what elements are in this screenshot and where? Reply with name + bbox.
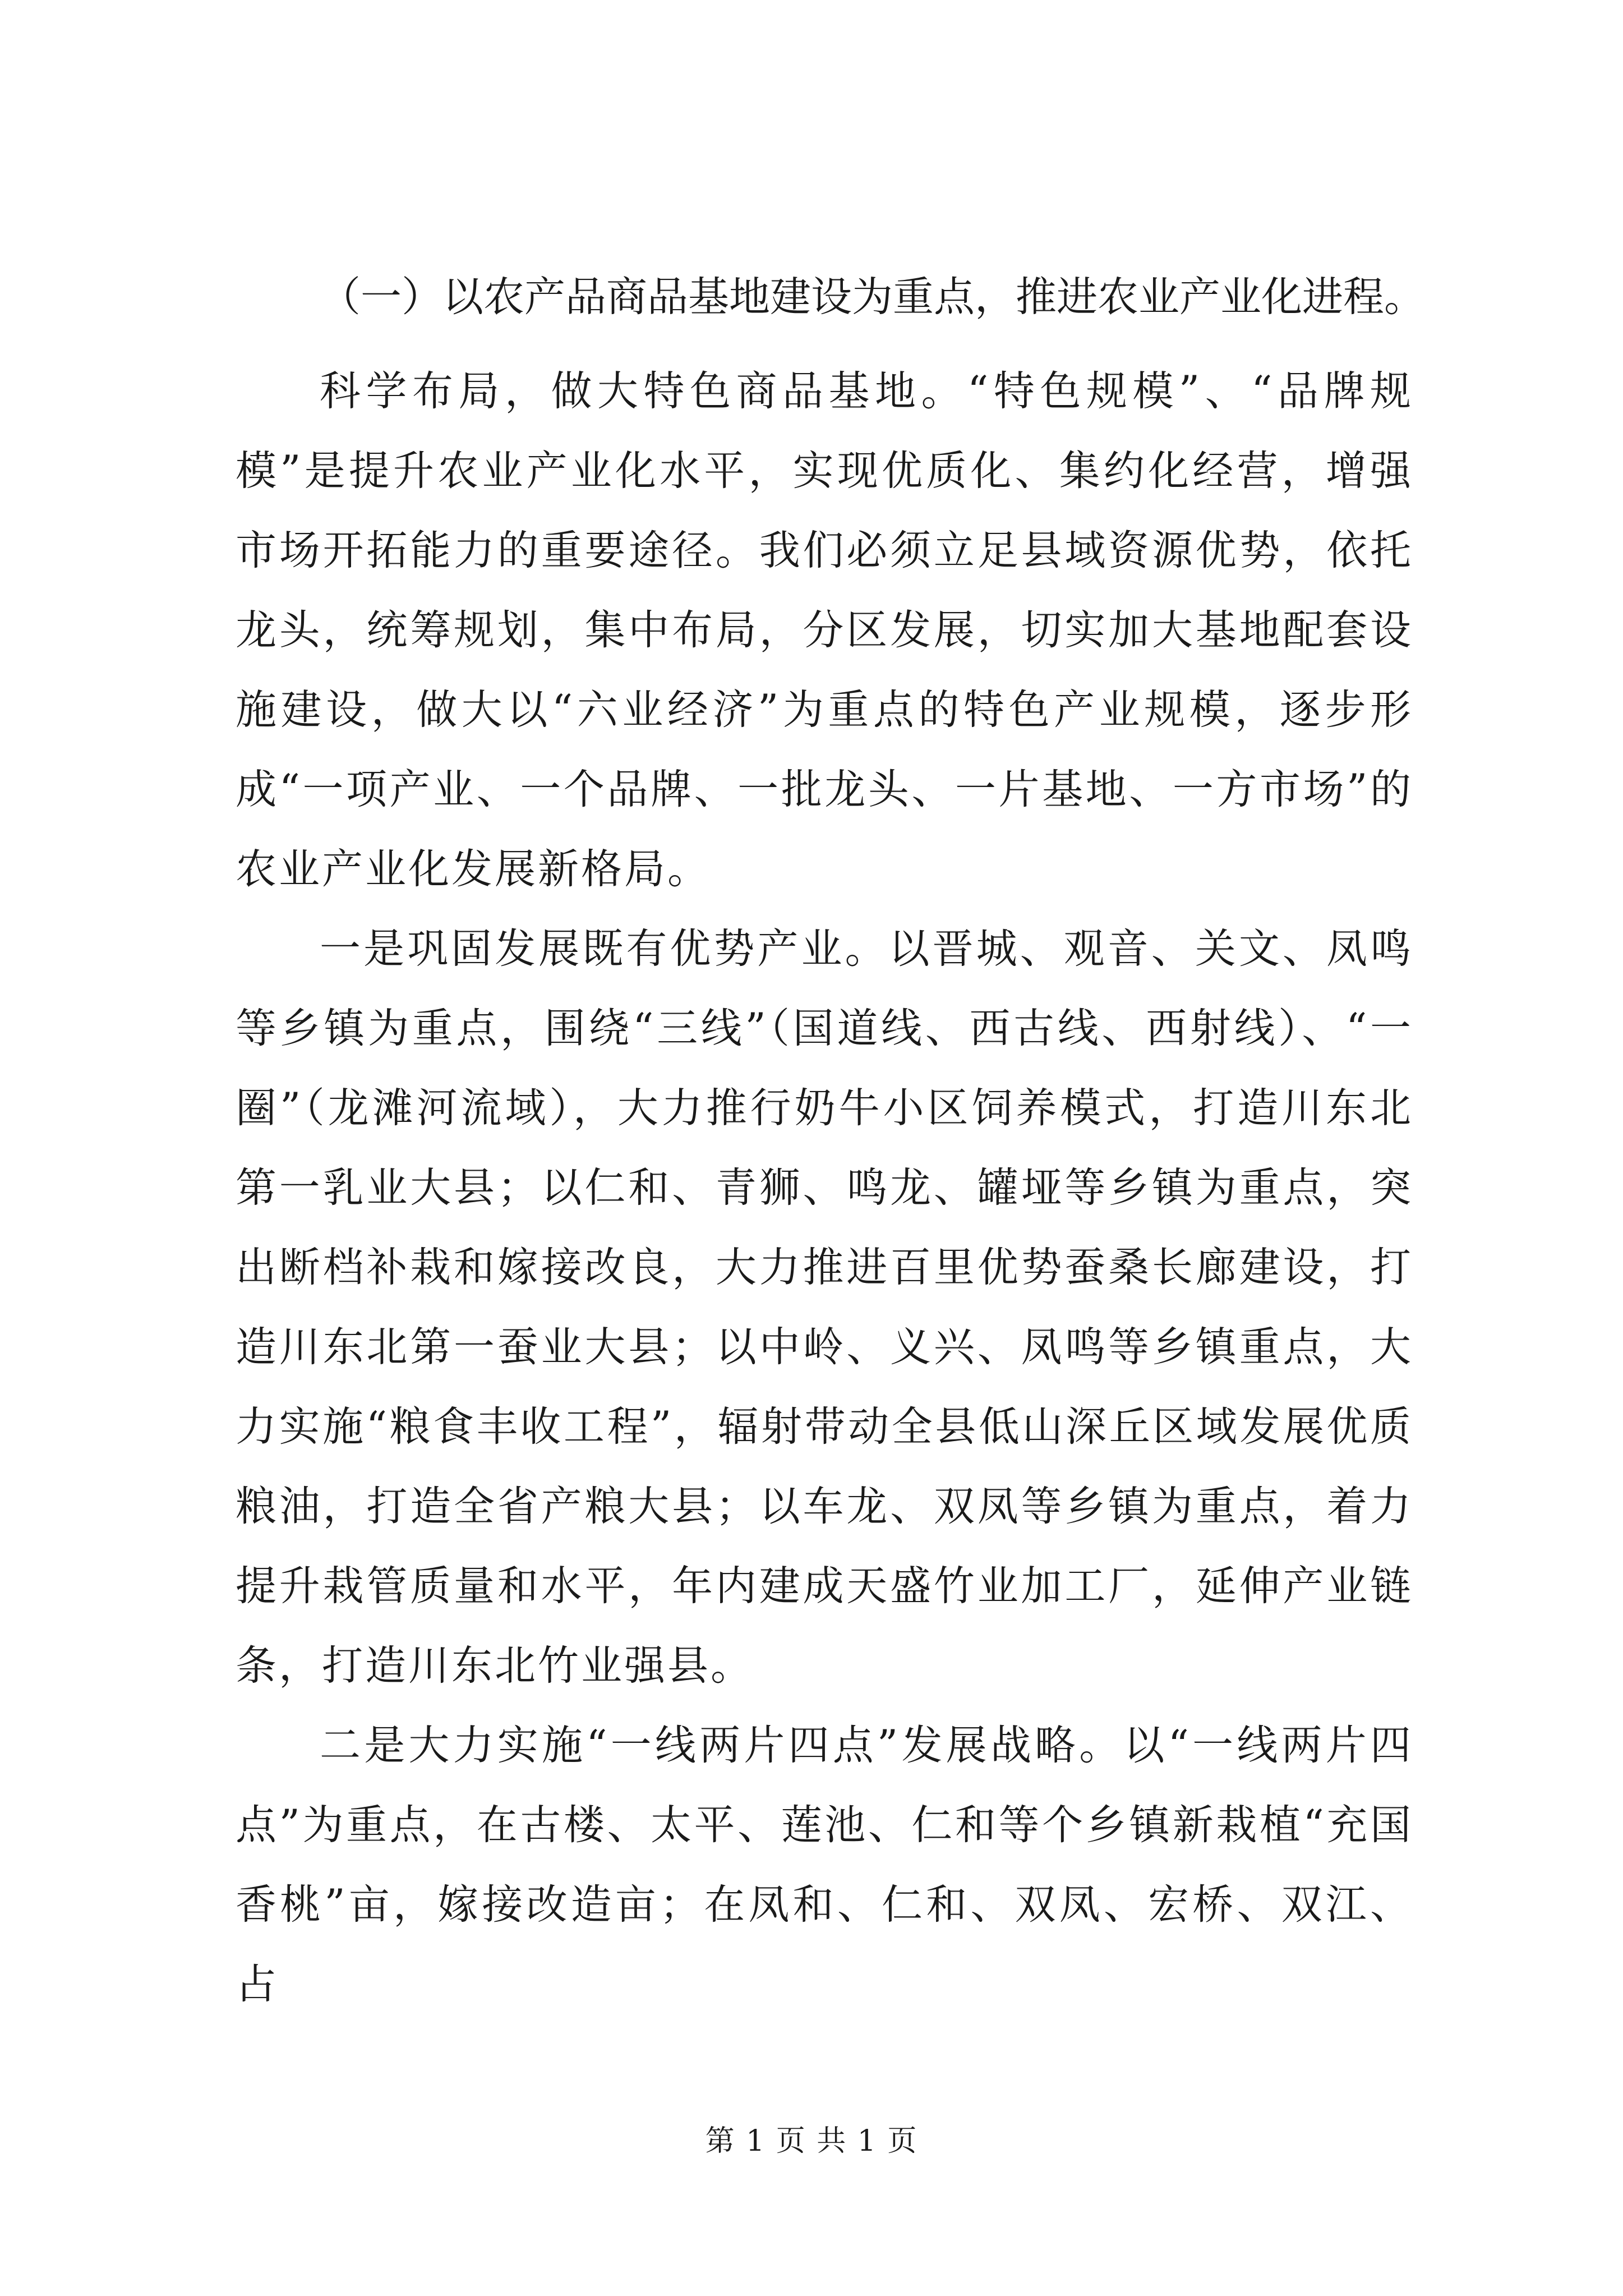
document-body [236, 272, 1425, 2024]
section-heading: （一）以农产品商品基地建设为重点，推进农业产业化进程。 [320, 273, 1425, 321]
paragraph-development-strategy: 二是大力实施“一线两片四点”发展战略。以“一线两片四点”为重点，在古楼、太平、莲池、仁和等个乡镇新栽植“充国香桃”亩，嫁接改造亩；在凤和、仁和、双凤、宏桥、双江、占 [236, 1722, 1413, 2008]
paragraph-layout-planning: 科学布局，做大特色商品基地。“特色规模”、“品牌规模”是提升农业产业化水平，实现优质化、集约化经营，增强市场开拓能力的重要途径。我们必须立足县域资源优势，依托龙头，统筹规划，集中布局，分区发展，切实加大基地配套设施建设，做大以“六业经济”为重点的特色产业规模，逐步形成“一项产业、一个品牌、一批龙头、一片基地、一方市场”的农业产业化发展新格局。 [236, 367, 1413, 893]
page-number-footer: 第 1 页 共 1 页 [705, 2124, 918, 2158]
paragraph-consolidate-industries: 一是巩固发展既有优势产业。以晋城、观音、关文、凤鸣等乡镇为重点，围绕“三线”（国道线、西古线、西射线）、“一圈”（龙滩河流域），大力推行奶牛小区饲养模式，打造川东北第一乳业大县；以仁和、青狮、鸣龙、罐垭等乡镇为重点，突出断档补栽和嫁接改良，大力推进百里优势蚕桑长廊建设，打造川东北第一蚕业大县；以中岭、义兴、凤鸣等乡镇重点，大力实施“粮食丰收工程”，辐射带动全县低山深丘区域发展优质粮油，打造全省产粮大县；以车龙、双凤等乡镇为重点，着力提升栽管质量和水平，年内建成天盛竹业加工厂，延伸产业链条，打造川东北竹业强县。 [236, 925, 1413, 1690]
